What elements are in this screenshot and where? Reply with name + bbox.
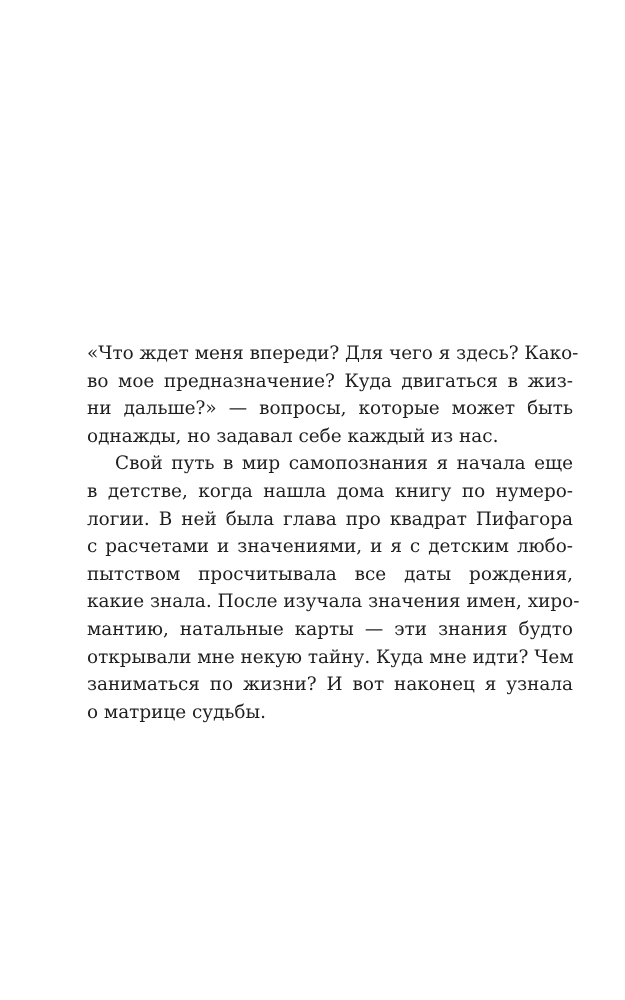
text-line: «Что ждет меня впереди? Для чего я здесь? Како-	[87, 343, 579, 364]
text-line: ни дальше?» — вопросы, которые может быть	[87, 398, 573, 420]
text-line: мантию, натальные карты — эти знания будто	[87, 618, 573, 640]
text-line: во мое предназначение? Куда двигаться в жиз-	[87, 370, 573, 392]
text-line: Свой путь в мир самопознания я начала еще	[115, 453, 573, 475]
paragraph-1	[87, 340, 579, 450]
text-line: в детстве, когда нашла дома книгу по нумеро-	[87, 480, 573, 502]
text-line: заниматься по жизни? И вот наконец я узнала	[87, 674, 573, 696]
paragraph-2	[87, 450, 580, 726]
text-line: однажды, но задавал себе каждый из нас.	[87, 425, 499, 447]
body-text	[87, 340, 580, 726]
text-line: какие знала. После изучала значения имен, хиро-	[87, 591, 580, 613]
text-line: о матрице судьбы.	[87, 701, 266, 723]
text-line: логии. В ней была глава про квадрат Пифагора	[87, 508, 573, 530]
text-line: пытством просчитывала все даты рождения,	[87, 563, 573, 585]
text-line: открывали мне некую тайну. Куда мне идти? Чем	[87, 646, 574, 668]
text-line: с расчетами и значениями, и я с детским любо-	[87, 536, 573, 558]
